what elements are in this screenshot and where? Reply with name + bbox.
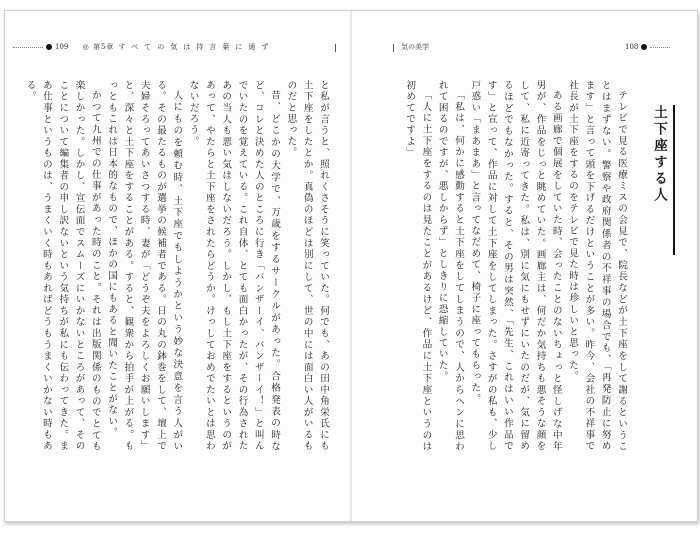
right-page-header (625, 41, 670, 53)
left-page-body (24, 80, 331, 452)
right-page-running-head: 気の美学 (401, 43, 429, 51)
header-bar-left (335, 44, 336, 52)
book-spread (4, 10, 698, 522)
bullet-icon (46, 44, 52, 50)
header-dotted-rule (13, 47, 43, 48)
paragraph: テレビで見る医療ミスの会見で、院長などが土下座をして謝るということはまずない。警察や政府関係者の不祥事の場合でも、「再発防止に努めます」と言って頭を下げるだけということが多い。昨今、会社の不祥事で社長が土下座をするのをテレビで見た時は珍しいと思った。 (567, 80, 627, 452)
left-page-number: 109 (55, 43, 69, 51)
chapter-title: すべての気は持言葉に通ず (118, 43, 275, 51)
book-gutter (350, 11, 352, 521)
bullet-icon (641, 44, 647, 50)
paragraph: 「人に土下座をするのは見たことがあるけど、作品に土下座というのは初めてですよ」 (404, 80, 432, 452)
paragraph: と私が言うと、照れくさそうに笑っていた。何でも、あの田中角栄氏にも土下座をしたとか。真偽のほどは別にして、世の中には面白い人がいるものだと思った。 (285, 80, 329, 452)
left-page-header: 109 ◎ 第5章 すべての気は持言葉に通ず (13, 41, 274, 53)
paragraph: 人にものを頼む時、土下座でもしようかという妙な決意を言う人がいる。その最たるものが選挙の候補者である。日の丸の鉢巻をして、壇上で夫婦そろってあいさつする時、妻が「どうぞ夫をよろしくお願いします」と、深々と土下座をすることがある。すると、観衆から拍手が上がる。もっともこれは日本的なもので、ほかの国にもあると聞いたことがない。 (106, 80, 183, 452)
paragraph: ある画廊で個展をしていた時、会ったことのないちょっと怪しげな中年男が、作品をじっと眺めていた。画廊主は、何だか気持ちも悪そうな顔をして、私に近寄ってきた。私は、別に気にもせずにいたのだが、気に留めるほどでもなかった。すると、その男は突然、「先生、これはいい作品です」と宣って、作品に対して土下座をしてしまった。さすがの私も、少し戸惑い「まあまあ」と言ってなだめて、椅子に座ってもらった。 (469, 80, 562, 452)
paragraph: かつて九州での仕事があった時のこと。それは出版関係のものでとても楽しかった。しかし、宣伝面でスムーズにいかないところがあって、そのことについて編集者の申し訳ないという気持ちが私にも伝わってきた。まあ仕事というものは、うまくいく時もあればどうもうまくいかない時もある。 (24, 80, 101, 452)
header-dotted-rule (650, 47, 670, 48)
right-page-number: 108 (625, 43, 639, 51)
chapter-number: 第5章 (92, 43, 115, 51)
header-bar-right (393, 44, 394, 52)
paragraph: 昔、どこかの大学で、万歳をするサークルがあった。合格発表の時など、コレと決めた人のところに行き「バンザーイ、バンザーイ！」と叫んでいたのを覚えている。これ自体、とても面白かったが、その行為されたあの当人も悪い気はしないだろう。しかし、もし土下座をするというのがあって、やたらと土下座をされたらどうか。けっしておめでたいとは思わないだろう。 (187, 80, 281, 452)
right-page-body (401, 80, 629, 452)
section-title: 土下座する人 (641, 105, 675, 255)
paragraph: 「私は、何かに感動すると土下座をしてしまうので、人からヘンに思われて困るのですが、悪しからず」としきりに恐縮していた。 (436, 80, 465, 452)
